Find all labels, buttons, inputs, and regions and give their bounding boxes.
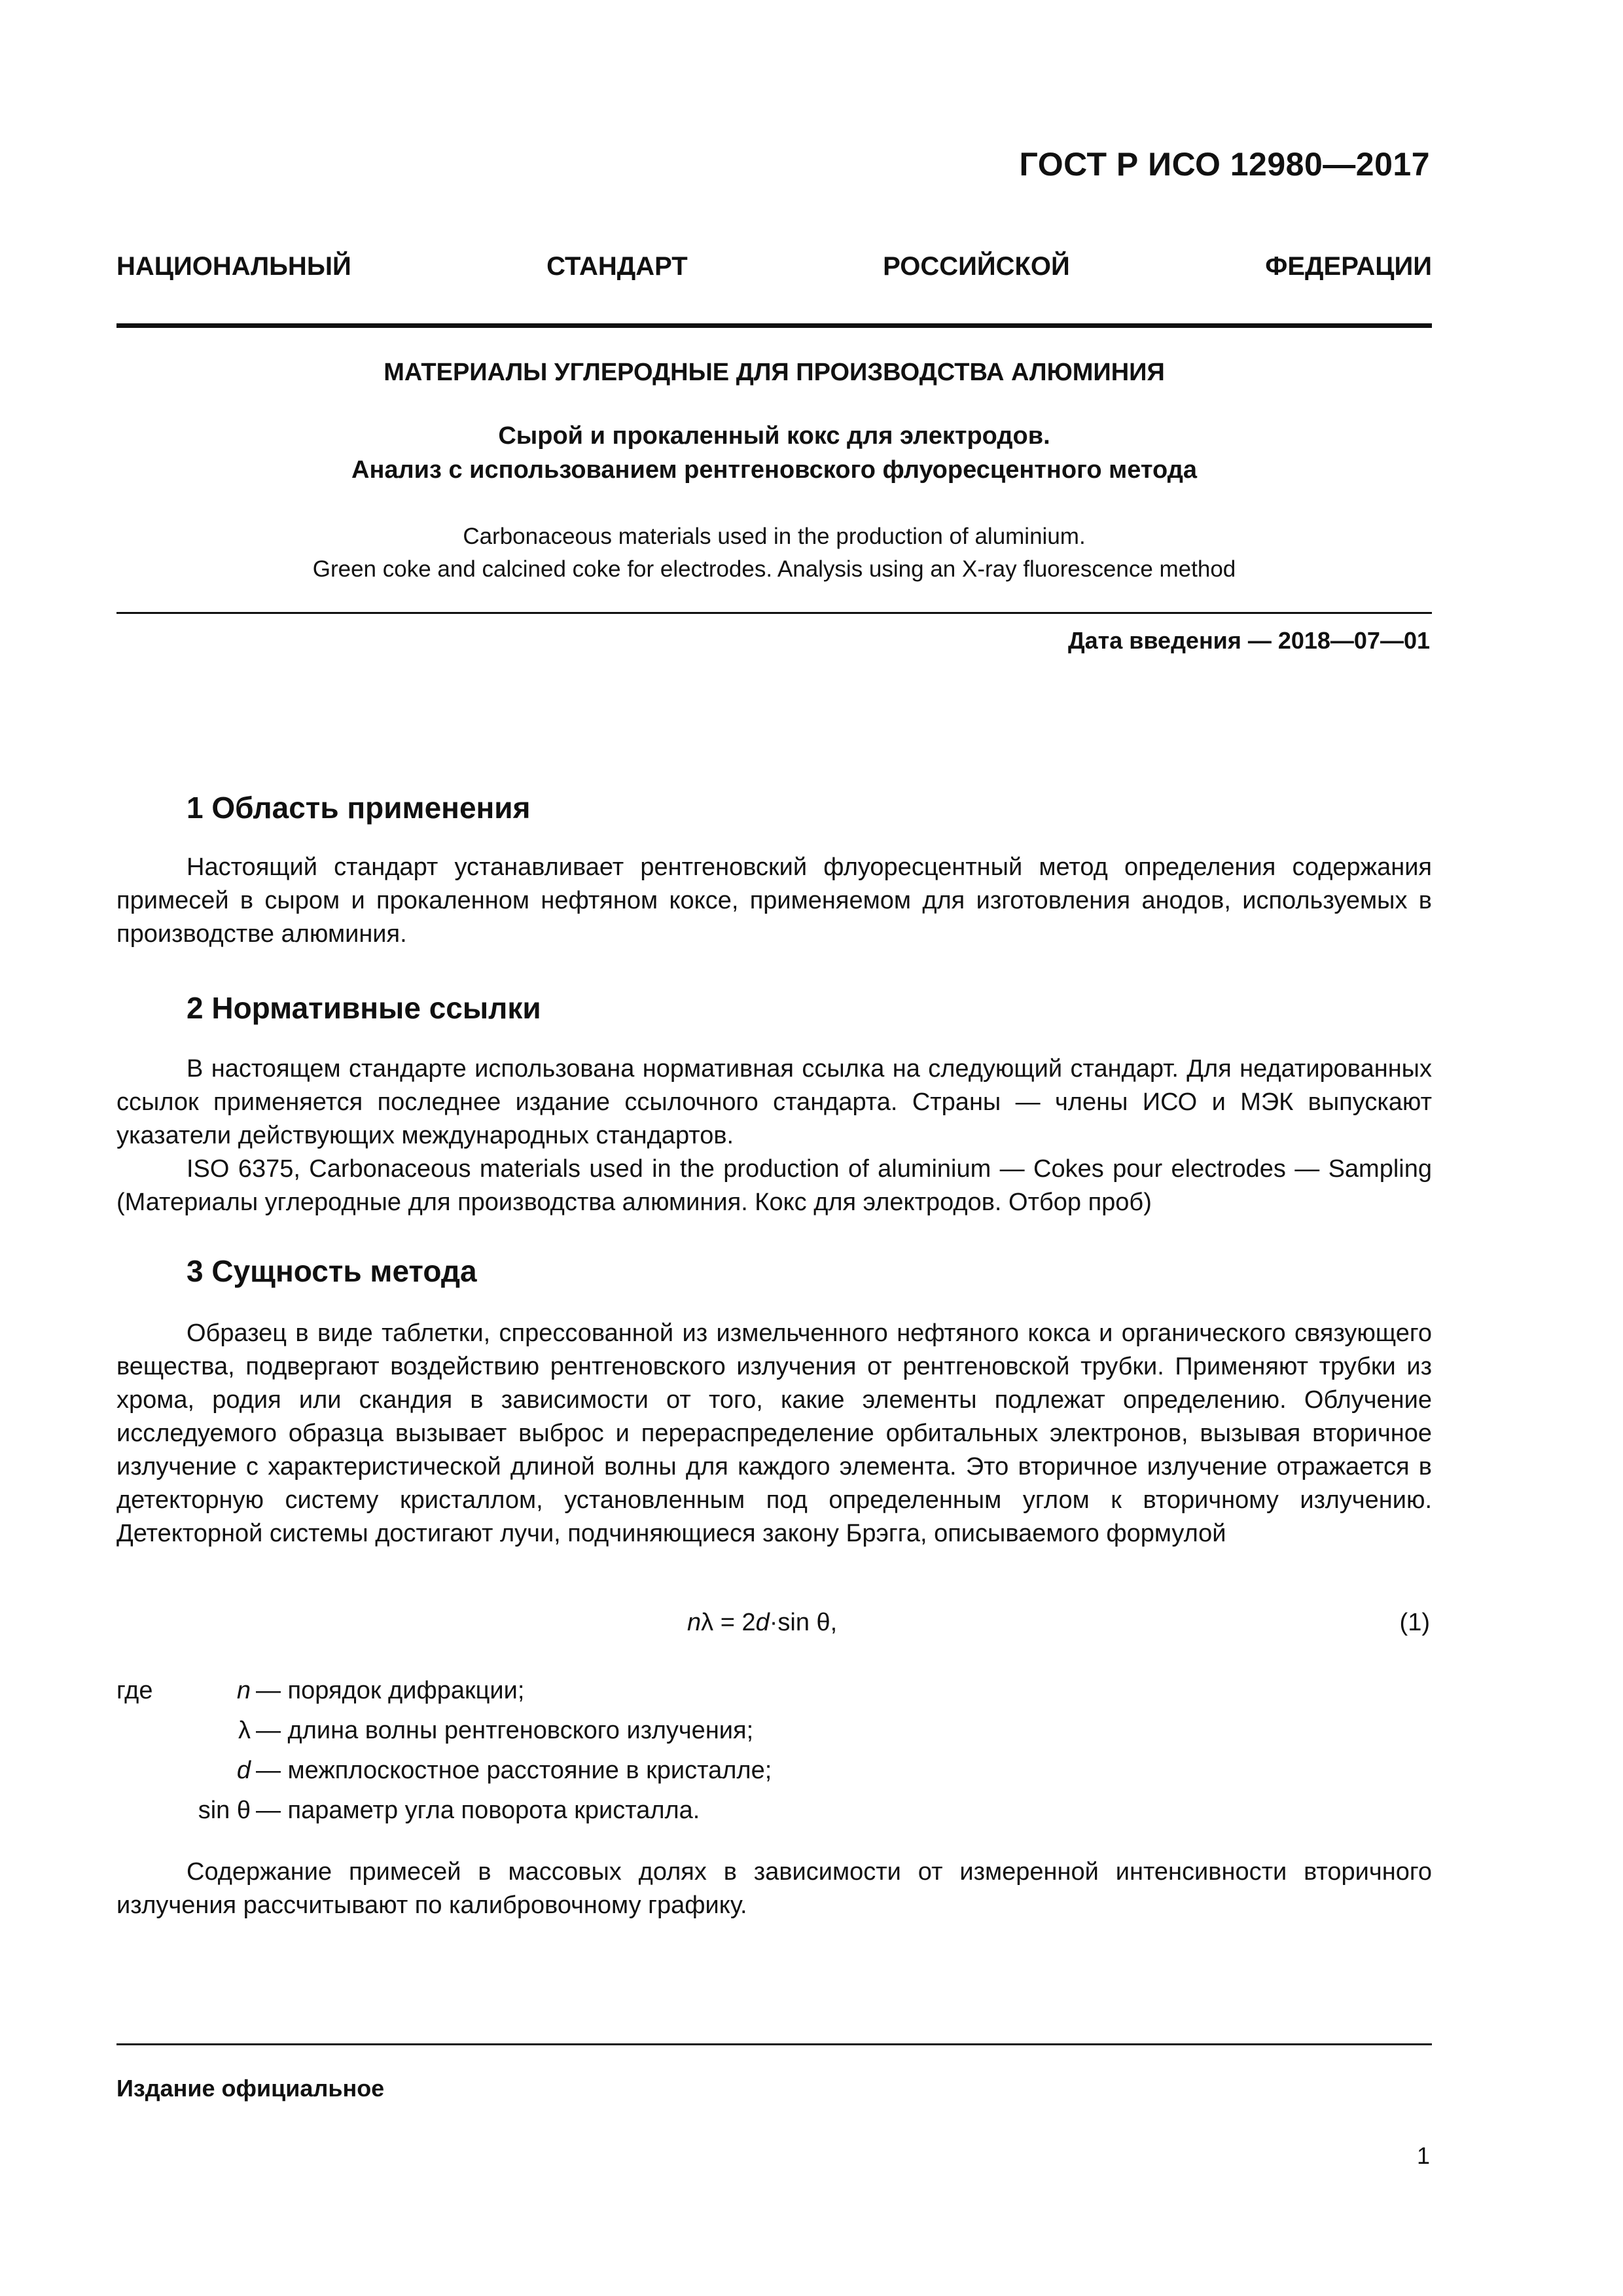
heading-word: ФЕДЕРАЦИИ — [1265, 252, 1432, 281]
definition-row — [116, 1797, 1098, 1837]
bragg-formula — [687, 1609, 837, 1637]
english-title — [116, 520, 1432, 586]
definition-text: — длина волны рентгеновского излучения; — [256, 1717, 754, 1744]
definition-row — [116, 1677, 1098, 1717]
formula-number: (1) — [1399, 1609, 1430, 1636]
formula-d: d — [755, 1609, 770, 1636]
title-divider — [116, 612, 1432, 614]
national-standard-heading — [116, 252, 1432, 281]
page-number: 1 — [1416, 2142, 1430, 2169]
section-heading: 3 Сущность метода — [187, 1254, 477, 1288]
definition-row — [116, 1757, 1098, 1797]
document-id: ГОСТ Р ИСО 12980—2017 — [1019, 146, 1430, 183]
heading-word: РОССИЙСКОЙ — [883, 252, 1070, 281]
formula-definitions — [116, 1677, 1098, 1837]
definition-symbol: d — [236, 1757, 251, 1784]
document-title: МАТЕРИАЛЫ УГЛЕРОДНЫЕ ДЛЯ ПРОИЗВОДСТВА АЛЮМИНИЯ — [383, 359, 1165, 386]
paragraph: Образец в виде таблетки, спрессованной из измельченного нефтяного кокса и органического связующего вещества, подвергают воздействию рентгеновского излучения от рентгеновской трубки. Применяют трубки из хрома, родия или скандия в зависимости от того, какие элементы подлежат определению. Облучение исследуемого образца вызывает выброс и перераспределение орбитальных электронов, вызывая вторичное излучение с характеристической длиной волны для каждого элемента. Это вторичное излучение отражается в детекторную систему кристаллом, установленным под определенным углом к вторичному излучению. Детекторной системы достигают лучи, подчиняющиеся закону Брэгга, описываемого формулой — [116, 1319, 1432, 1547]
english-title-line: Green coke and calcined coke for electrodes. Analysis using an X-ray fluorescence method — [312, 556, 1236, 582]
formula-n: n — [687, 1609, 702, 1636]
paragraph: Настоящий стандарт устанавливает рентгеновский флуоресцентный метод определения содержания примесей в сыром и прокаленном нефтяном коксе, применяемом для изготовления анодов, используемых в производстве алюминия. — [116, 853, 1432, 948]
definition-symbol: n — [236, 1677, 251, 1704]
definition-symbol: sin θ — [198, 1797, 251, 1824]
paragraph: В настоящем стандарте использована нормативная ссылка на следующий стандарт. Для недатированных ссылок применяется последнее издание ссылочного стандарта. Страны — члены ИСО и МЭК выпускают указатели действующих международных стандартов. — [116, 1055, 1432, 1149]
formula-equals: = 2 — [713, 1609, 756, 1636]
heading-word: СТАНДАРТ — [546, 252, 688, 281]
introduction-date: Дата введения — 2018—07—01 — [1067, 627, 1430, 654]
document-subtitle — [116, 419, 1432, 487]
formula-lambda: λ — [701, 1609, 714, 1636]
where-label: где — [116, 1677, 153, 1704]
subtitle-line: Сырой и прокаленный кокс для электродов. — [498, 422, 1050, 450]
english-title-line: Carbonaceous materials used in the production of aluminium. — [463, 524, 1086, 549]
definition-symbol: λ — [238, 1717, 251, 1744]
subtitle-line: Анализ с использованием рентгеновского флуоресцентного метода — [351, 456, 1197, 484]
definition-text: — межплоскостное расстояние в кристалле; — [256, 1757, 772, 1784]
formula-rest: ·sin θ, — [769, 1609, 838, 1636]
definition-text: — порядок дифракции; — [256, 1677, 525, 1704]
heading-word: НАЦИОНАЛЬНЫЙ — [116, 252, 351, 281]
paragraph: Содержание примесей в массовых долях в зависимости от измеренной интенсивности вторичного излучения рассчитывают по калибровочному графику. — [116, 1858, 1432, 1919]
footer-divider — [116, 2043, 1432, 2045]
definition-row — [116, 1717, 1098, 1757]
paragraph: ISO 6375, Carbonaceous materials used in the production of aluminium — Cokes pour electrodes — Sampling (Материалы углеродные для производства алюминия. Кокс для электродов. Отбор проб) — [116, 1155, 1432, 1216]
official-edition-label: Издание официальное — [116, 2075, 385, 2102]
section-heading: 2 Нормативные ссылки — [187, 991, 541, 1025]
definition-text: — параметр угла поворота кристалла. — [256, 1797, 700, 1824]
section-heading: 1 Область применения — [187, 791, 531, 825]
header-divider — [116, 323, 1432, 328]
